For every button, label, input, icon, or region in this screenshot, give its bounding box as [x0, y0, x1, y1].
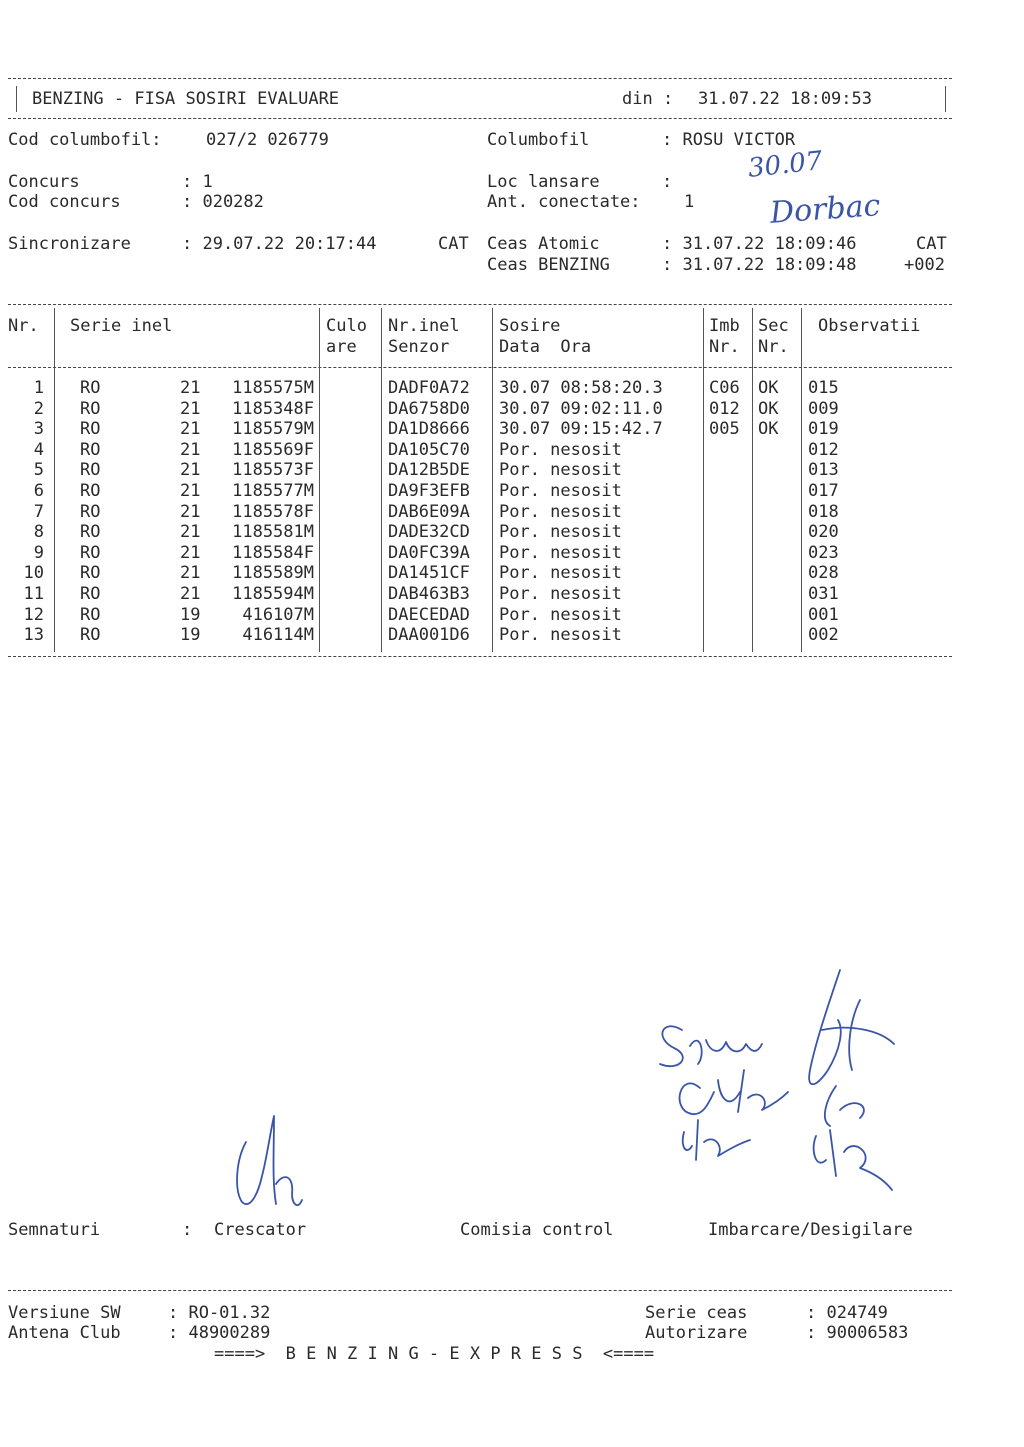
cell-sosire: 30.07 09:15:42.7	[499, 419, 663, 440]
cell-observatii: 015	[808, 378, 839, 398]
cell-sosire: Por. nesosit	[499, 604, 622, 625]
col-header-observatii: Observatii	[818, 316, 921, 336]
cell-observatii: 019	[808, 419, 839, 440]
cell-an: 21	[180, 460, 201, 481]
ant-conectate-value: 1	[684, 192, 695, 212]
signature-imbarcare-label: Imbarcare/Desigilare	[708, 1220, 913, 1240]
col-header-sosire: Sosire	[499, 316, 561, 336]
table-divider	[801, 308, 802, 652]
cell-sosire: Por. nesosit	[499, 460, 622, 481]
col-header-imb-nr: Nr.	[709, 337, 740, 357]
versiune-sw-label: Versiune SW	[8, 1303, 121, 1323]
ceas-atomic-label: Ceas Atomic	[487, 234, 600, 254]
col-header-data-ora: Data Ora	[499, 337, 592, 357]
cell-nr: 1	[33, 378, 44, 398]
cell-an: 21	[180, 481, 201, 501]
col-header-nr: Nr.	[8, 316, 39, 336]
cell-imb: C06	[709, 378, 740, 398]
cell-tara: RO	[80, 439, 101, 460]
cell-nr: 6	[33, 481, 44, 501]
cell-observatii: 002	[808, 625, 839, 646]
cell-senzor: DADE32CD	[388, 522, 470, 543]
cell-imb: 005	[709, 419, 740, 440]
crescator-signature	[228, 1110, 318, 1220]
cell-nr: 10	[23, 563, 44, 584]
cell-senzor: DA105C70	[388, 439, 470, 460]
cell-nr: 2	[33, 398, 44, 419]
cell-inel: 1185594M	[232, 584, 314, 604]
cell-inel: 1185348F	[232, 398, 314, 419]
table-divider	[319, 308, 320, 652]
cell-sosire: 30.07 09:02:11.0	[499, 398, 663, 419]
cell-an: 21	[180, 584, 201, 604]
committee-signatures	[640, 960, 920, 1200]
cell-observatii: 018	[808, 501, 839, 522]
cell-senzor: DA1451CF	[388, 563, 470, 584]
cell-senzor: DA9F3EFB	[388, 481, 470, 501]
cell-inel: 1185579M	[232, 419, 314, 440]
cell-inel: 1185569F	[232, 439, 314, 460]
cell-sosire: Por. nesosit	[499, 481, 622, 501]
cell-inel: 1185573F	[232, 460, 314, 481]
cell-nr: 4	[33, 439, 44, 460]
cell-senzor: DA0FC39A	[388, 542, 470, 563]
cell-observatii: 031	[808, 584, 839, 604]
table-divider	[752, 308, 753, 652]
cell-imb: 012	[709, 398, 740, 419]
ceas-atomic-tz: CAT	[916, 234, 947, 254]
cod-columbofil-value: 027/2 026779	[206, 130, 329, 150]
cell-sosire: Por. nesosit	[499, 625, 622, 646]
cell-sosire: Por. nesosit	[499, 563, 622, 584]
cell-an: 21	[180, 563, 201, 584]
header-bottom-rule	[8, 118, 952, 119]
cell-inel: 416107M	[242, 604, 314, 625]
loc-lansare-value: :	[662, 172, 673, 192]
cell-inel: 1185589M	[232, 563, 314, 584]
cell-tara: RO	[80, 604, 101, 625]
table-divider	[703, 308, 704, 652]
cell-sec: OK	[758, 398, 779, 419]
cell-sosire: Por. nesosit	[499, 584, 622, 604]
serie-ceas-value: : 024749	[806, 1303, 888, 1323]
cell-an: 21	[180, 439, 201, 460]
header-din-label: din :	[622, 89, 674, 109]
concurs-value: : 1	[182, 172, 213, 192]
cell-senzor: DAB6E09A	[388, 501, 470, 522]
table-bottom-rule	[8, 656, 952, 657]
cell-nr: 12	[23, 604, 44, 625]
sincronizare-label: Sincronizare	[8, 234, 131, 254]
cell-nr: 5	[33, 460, 44, 481]
cell-observatii: 020	[808, 522, 839, 543]
cell-tara: RO	[80, 584, 101, 604]
cell-an: 21	[180, 419, 201, 440]
table-top-rule	[8, 304, 952, 305]
cell-senzor: DAA001D6	[388, 625, 470, 646]
signatures-label: Semnaturi	[8, 1220, 101, 1240]
cell-an: 21	[180, 542, 201, 563]
cell-tara: RO	[80, 522, 101, 543]
cell-observatii: 023	[808, 542, 839, 563]
col-header-culoare: Culo	[326, 316, 367, 336]
cell-nr: 9	[33, 542, 44, 563]
cell-sosire: Por. nesosit	[499, 501, 622, 522]
cell-observatii: 013	[808, 460, 839, 481]
table-divider	[381, 308, 382, 652]
cell-sec: OK	[758, 378, 779, 398]
antena-club-label: Antena Club	[8, 1323, 121, 1343]
col-header-sec: Sec	[758, 316, 789, 336]
cell-inel: 1185581M	[232, 522, 314, 543]
ceas-atomic-value: : 31.07.22 18:09:46	[662, 234, 857, 254]
cell-tara: RO	[80, 501, 101, 522]
cell-tara: RO	[80, 398, 101, 419]
signatures-colon: :	[182, 1220, 193, 1240]
col-header-imb: Imb	[709, 316, 740, 336]
cell-sosire: 30.07 08:58:20.3	[499, 378, 663, 398]
autorizare-value: : 90006583	[806, 1323, 909, 1343]
cell-senzor: DA12B5DE	[388, 460, 470, 481]
cell-inel: 416114M	[242, 625, 314, 646]
handwritten-date-note: 30.07	[746, 146, 824, 184]
cell-tara: RO	[80, 542, 101, 563]
cell-observatii: 012	[808, 439, 839, 460]
cell-inel: 1185578F	[232, 501, 314, 522]
cell-nr: 3	[33, 419, 44, 440]
sincronizare-value: : 29.07.22 20:17:44	[182, 234, 377, 254]
cell-sosire: Por. nesosit	[499, 522, 622, 543]
cell-observatii: 028	[808, 563, 839, 584]
ceas-benzing-tz: +002	[904, 255, 945, 275]
handwritten-signature-note: Dorbac	[768, 188, 882, 231]
cell-inel: 1185575M	[232, 378, 314, 398]
col-header-senzor: Senzor	[388, 337, 450, 357]
cell-tara: RO	[80, 563, 101, 584]
cell-tara: RO	[80, 481, 101, 501]
cell-observatii: 009	[808, 398, 839, 419]
header-right-border	[945, 86, 946, 112]
benzing-express-brand: ====> B E N Z I N G - E X P R E S S <====	[214, 1344, 655, 1364]
cell-inel: 1185577M	[232, 481, 314, 501]
cell-tara: RO	[80, 419, 101, 440]
cod-columbofil-label: Cod columbofil:	[8, 130, 162, 150]
col-header-nr-inel: Nr.inel	[388, 316, 460, 336]
ceas-benzing-value: : 31.07.22 18:09:48	[662, 255, 857, 275]
serie-ceas-label: Serie ceas	[645, 1303, 748, 1323]
cell-sec: OK	[758, 419, 779, 440]
table-divider	[492, 308, 493, 652]
columbofil-value: : ROSU VICTOR	[662, 130, 796, 150]
columbofil-label: Columbofil	[487, 130, 590, 150]
cell-tara: RO	[80, 460, 101, 481]
col-header-serie-inel: Serie inel	[70, 316, 173, 336]
concurs-label: Concurs	[8, 172, 80, 192]
cell-tara: RO	[80, 625, 101, 646]
cell-senzor: DA1D8666	[388, 419, 470, 440]
loc-lansare-label: Loc lansare	[487, 172, 600, 192]
ant-conectate-label: Ant. conectate:	[487, 192, 641, 212]
signature-crescator-label: Crescator	[214, 1220, 307, 1240]
header-timestamp: 31.07.22 18:09:53	[698, 89, 872, 109]
cell-observatii: 001	[808, 604, 839, 625]
cell-senzor: DAECEDAD	[388, 604, 470, 625]
header-left-border	[16, 86, 17, 112]
col-header-sec-nr: Nr.	[758, 337, 789, 357]
cell-nr: 13	[23, 625, 44, 646]
signature-comisia-label: Comisia control	[460, 1220, 614, 1240]
cell-an: 21	[180, 378, 201, 398]
sincronizare-tz: CAT	[438, 234, 469, 254]
cell-an: 19	[180, 604, 201, 625]
col-header-culoare-2: are	[326, 337, 357, 357]
cell-an: 21	[180, 501, 201, 522]
cell-sosire: Por. nesosit	[499, 439, 622, 460]
cell-senzor: DADF0A72	[388, 378, 470, 398]
cod-concurs-value: : 020282	[182, 192, 264, 212]
cell-senzor: DA6758D0	[388, 398, 470, 419]
cell-sosire: Por. nesosit	[499, 542, 622, 563]
cell-nr: 8	[33, 522, 44, 543]
page-title: BENZING - FISA SOSIRI EVALUARE	[32, 89, 340, 109]
cell-tara: RO	[80, 378, 101, 398]
table-divider	[54, 308, 55, 652]
cell-nr: 7	[33, 501, 44, 522]
antena-club-value: : 48900289	[168, 1323, 271, 1343]
ceas-benzing-label: Ceas BENZING	[487, 255, 610, 275]
autorizare-label: Autorizare	[645, 1323, 748, 1343]
footer-rule	[8, 1290, 952, 1291]
cell-an: 21	[180, 398, 201, 419]
cell-senzor: DAB463B3	[388, 584, 470, 604]
header-top-rule	[8, 78, 952, 79]
cell-an: 19	[180, 625, 201, 646]
table-header-rule	[8, 367, 952, 368]
cell-an: 21	[180, 522, 201, 543]
cell-observatii: 017	[808, 481, 839, 501]
cell-inel: 1185584F	[232, 542, 314, 563]
cell-nr: 11	[23, 584, 44, 604]
versiune-sw-value: : RO-01.32	[168, 1303, 271, 1323]
cod-concurs-label: Cod concurs	[8, 192, 121, 212]
